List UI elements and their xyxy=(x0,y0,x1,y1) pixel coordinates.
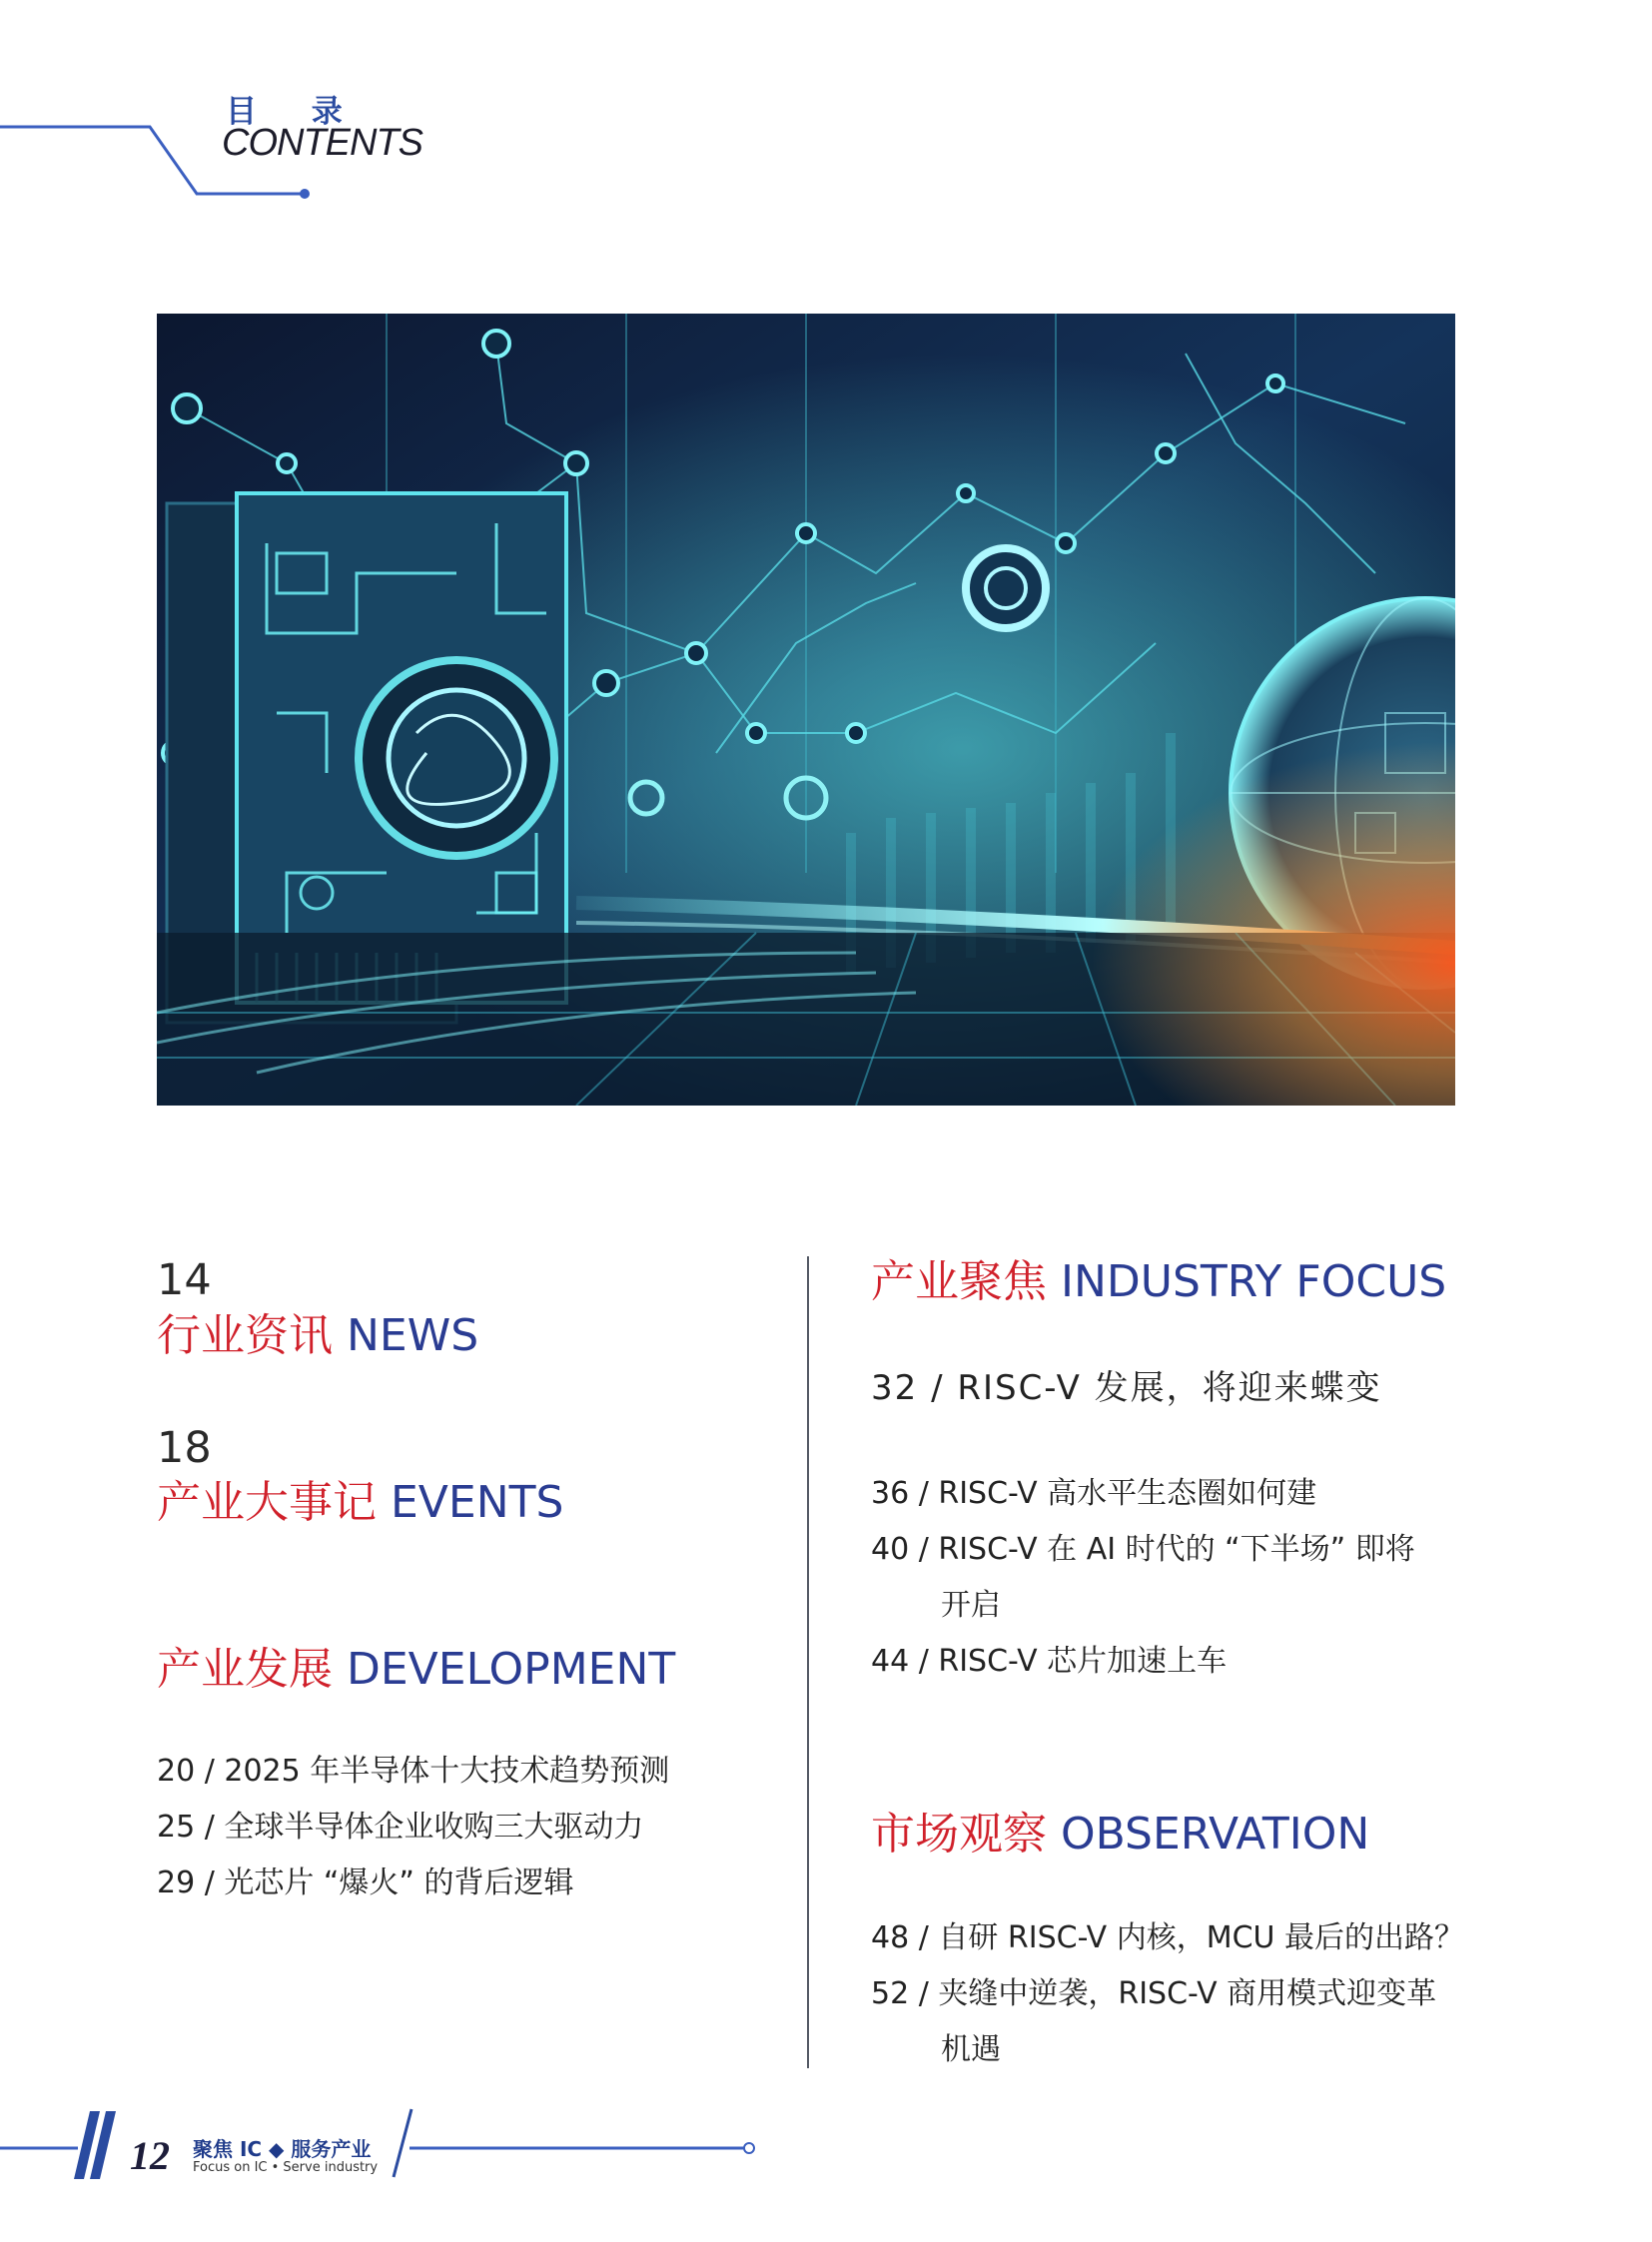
industry-focus-title-en: INDUSTRY FOCUS xyxy=(1061,1256,1447,1307)
toc-item[interactable]: 48 / 自研 RISC-V 内核，MCU 最后的出路？ xyxy=(871,1920,1465,1955)
events-page-number: 18 xyxy=(157,1423,212,1473)
page-number: 12 xyxy=(130,2133,170,2178)
toc-item[interactable]: 29 / 光芯片 “爆火” 的背后逻辑 xyxy=(157,1866,574,1900)
development-title-en: DEVELOPMENT xyxy=(347,1644,676,1695)
news-title-en: NEWS xyxy=(347,1310,479,1361)
toc-item-continuation[interactable]: 机遇 xyxy=(941,2032,1001,2067)
toc-item[interactable]: 32 / RISC-V 发展，将迎来蝶变 xyxy=(871,1368,1382,1408)
toc-item[interactable]: 52 / 夹缝中逆袭，RISC-V 商用模式迎变革 xyxy=(871,1976,1437,2011)
circuit-network-image xyxy=(157,314,1455,1106)
news-section-title[interactable] xyxy=(157,1310,479,1361)
news-title-cn: 行业资讯 xyxy=(157,1310,333,1361)
observation-section-title xyxy=(871,1809,1370,1860)
contents-title-en: CONTENTS xyxy=(222,122,422,164)
toc-item[interactable]: 25 / 全球半导体企业收购三大驱动力 xyxy=(157,1810,644,1845)
observation-title-en: OBSERVATION xyxy=(1061,1809,1370,1860)
development-section-title xyxy=(157,1644,676,1695)
events-title-en: EVENTS xyxy=(391,1477,564,1528)
contents-title-cn: 目 录 xyxy=(226,94,365,130)
industry-focus-title-cn: 产业聚焦 xyxy=(871,1256,1047,1307)
toc-item[interactable]: 40 / RISC-V 在 AI 时代的 “下半场” 即将 xyxy=(871,1532,1415,1567)
footer-slogan-en: Focus on IC • Serve industry xyxy=(193,2160,379,2175)
footer-slogan-cn: 聚焦 IC ◆ 服务产业 xyxy=(193,2137,372,2161)
events-section-title[interactable] xyxy=(157,1477,564,1528)
observation-title-cn: 市场观察 xyxy=(871,1809,1047,1860)
events-title-cn: 产业大事记 xyxy=(157,1477,377,1528)
development-title-cn: 产业发展 xyxy=(157,1644,333,1695)
toc-item[interactable]: 36 / RISC-V 高水平生态圈如何建 xyxy=(871,1476,1317,1511)
toc-item[interactable]: 44 / RISC-V 芯片加速上车 xyxy=(871,1644,1228,1679)
column-divider xyxy=(807,1256,809,2068)
news-page-number: 14 xyxy=(157,1255,212,1305)
toc-item-continuation[interactable]: 开启 xyxy=(941,1588,1001,1623)
toc-item[interactable]: 20 / 2025 年半导体十大技术趋势预测 xyxy=(157,1754,670,1789)
industry-focus-section-title xyxy=(871,1256,1447,1307)
